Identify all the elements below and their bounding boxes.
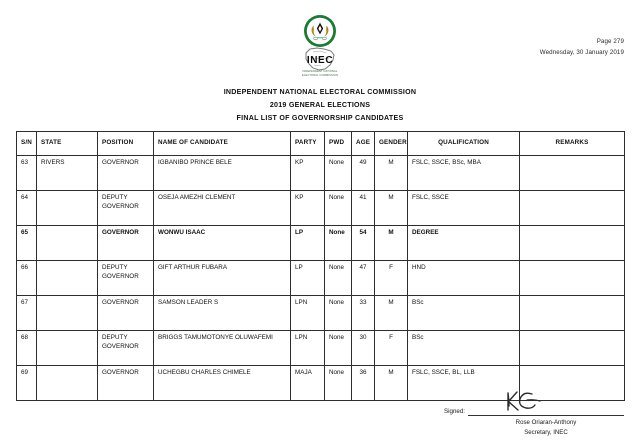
column-header-sn: S/N: [17, 132, 37, 156]
cell-state: [37, 261, 98, 296]
inec-logo: [0, 14, 640, 82]
cell-name: SAMSON LEADER S: [154, 296, 291, 331]
inec-subtitle: [302, 70, 338, 78]
cell-name: WONWU ISAAC: [154, 226, 291, 261]
cell-age: 30: [352, 331, 375, 366]
candidates-table: [16, 131, 625, 401]
cell-state: RIVERS: [37, 156, 98, 191]
cell-pwd: None: [325, 331, 352, 366]
cell-state: [37, 366, 98, 401]
page-date: Wednesday, 30 January 2019: [539, 49, 624, 57]
column-header-state: STATE: [37, 132, 98, 156]
cell-remarks: [520, 156, 625, 191]
cell-position: GOVERNOR: [98, 296, 154, 331]
cell-age: 41: [352, 191, 375, 226]
cell-remarks: [520, 191, 625, 226]
table-header-row: [17, 132, 625, 156]
cell-gender: F: [375, 331, 408, 366]
document-heading: [0, 86, 640, 125]
signatory-title: Secretary, INEC: [524, 429, 568, 437]
page-number: Page 279: [596, 38, 624, 45]
column-header-remarks: REMARKS: [520, 132, 625, 156]
cell-sn: 64: [17, 191, 37, 226]
table-row: [17, 261, 625, 296]
cell-party: MAJA: [291, 366, 325, 401]
cell-state: [37, 191, 98, 226]
cell-name: UCHEGBU CHARLES CHIMELE: [154, 366, 291, 401]
cell-name: BRIGGS TAMUMOTONYE OLUWAFEMI: [154, 331, 291, 366]
cell-gender: M: [375, 226, 408, 261]
cell-position: GOVERNOR: [98, 226, 154, 261]
cell-state: [37, 226, 98, 261]
cell-pwd: None: [325, 296, 352, 331]
cell-remarks: [520, 331, 625, 366]
column-header-gender: GENDER: [375, 132, 408, 156]
table-row: [17, 331, 625, 366]
cell-party: LP: [291, 226, 325, 261]
cell-pwd: None: [325, 226, 352, 261]
cell-position: DEPUTY GOVERNOR: [98, 261, 154, 296]
cell-age: 47: [352, 261, 375, 296]
heading-line-organisation: INDEPENDENT NATIONAL ELECTORAL COMMISSION: [223, 88, 417, 96]
signature-rule: [468, 414, 624, 416]
cell-qualification: FSLC, SSCE, BL, LLB: [408, 366, 520, 401]
cell-party: LPN: [291, 296, 325, 331]
cell-qualification: FSLC, SSCE: [408, 191, 520, 226]
cell-pwd: None: [325, 156, 352, 191]
column-header-position: POSITION: [98, 132, 154, 156]
inec-wordmark: INEC: [306, 55, 334, 66]
cell-qualification: BSc: [408, 296, 520, 331]
cell-state: [37, 331, 98, 366]
cell-sn: 67: [17, 296, 37, 331]
inec-subtitle-line2: ELECTORAL COMMISSION: [301, 73, 339, 77]
cell-qualification: HND: [408, 261, 520, 296]
heading-line-list-title: FINAL LIST OF GOVERNORSHIP CANDIDATES: [236, 113, 404, 122]
cell-sn: 68: [17, 331, 37, 366]
cell-age: 49: [352, 156, 375, 191]
cell-age: 33: [352, 296, 375, 331]
cell-sn: 63: [17, 156, 37, 191]
signed-label: Signed:: [444, 407, 465, 415]
cell-sn: 66: [17, 261, 37, 296]
cell-name: IGBANIBO PRINCE BELE: [154, 156, 291, 191]
cell-sn: 65: [17, 226, 37, 261]
cell-pwd: None: [325, 191, 352, 226]
column-header-pwd: PWD: [325, 132, 352, 156]
cell-party: LP: [291, 261, 325, 296]
cell-gender: M: [375, 191, 408, 226]
cell-gender: M: [375, 296, 408, 331]
table-row: [17, 226, 625, 261]
cell-age: 54: [352, 226, 375, 261]
inec-subtitle-line1: INDEPENDENT NATIONAL: [302, 70, 338, 73]
cell-gender: M: [375, 156, 408, 191]
cell-remarks: [520, 261, 625, 296]
column-header-age: AGE: [352, 132, 375, 156]
cell-gender: F: [375, 261, 408, 296]
column-header-party: PARTY: [291, 132, 325, 156]
cell-name: GIFT ARTHUR FUBARA: [154, 261, 291, 296]
cell-qualification: BSc: [408, 331, 520, 366]
cell-pwd: None: [325, 261, 352, 296]
signatory-name: Rose Oriaran-Anthony: [515, 418, 577, 426]
cell-remarks: [520, 226, 625, 261]
column-header-name: NAME OF CANDIDATE: [154, 132, 291, 156]
cell-pwd: None: [325, 366, 352, 401]
cell-party: LPN: [291, 331, 325, 366]
cell-qualification: DEGREE: [408, 226, 520, 261]
cell-position: GOVERNOR: [98, 366, 154, 401]
signature-block: [444, 408, 624, 439]
table-row: [17, 156, 625, 191]
cell-position: DEPUTY GOVERNOR: [98, 191, 154, 226]
table-row: [17, 296, 625, 331]
heading-line-election: 2019 GENERAL ELECTIONS: [269, 100, 371, 109]
table-row: [17, 191, 625, 226]
handwritten-signature-icon: [502, 388, 544, 417]
cell-age: 36: [352, 366, 375, 401]
cell-state: [37, 296, 98, 331]
column-header-qualification: QUALIFICATION: [408, 132, 520, 156]
cell-remarks: [520, 296, 625, 331]
cell-name: OSEJA AMEZHI CLEMENT: [154, 191, 291, 226]
candidates-table-wrapper: [16, 131, 624, 401]
cell-party: KP: [291, 191, 325, 226]
cell-position: DEPUTY GOVERNOR: [98, 331, 154, 366]
cell-qualification: FSLC, SSCE, BSc, MBA: [408, 156, 520, 191]
cell-position: GOVERNOR: [98, 156, 154, 191]
cell-party: KP: [291, 156, 325, 191]
cell-gender: M: [375, 366, 408, 401]
cell-sn: 69: [17, 366, 37, 401]
